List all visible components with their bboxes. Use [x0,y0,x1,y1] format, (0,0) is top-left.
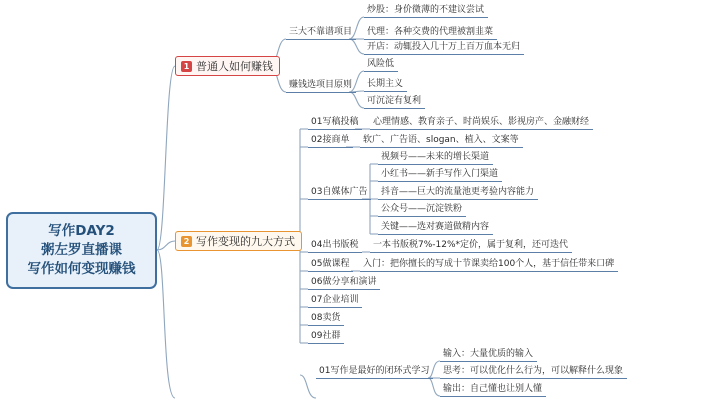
node-douyin[interactable]: 抖音——巨大的流量池更考验内容能力 [378,186,538,200]
node-submissions[interactable]: 01写稿投稿 [308,116,362,130]
node-closed-loop-learning[interactable]: 01写作是最好的闭环式学习 [316,365,433,379]
node-thinking[interactable]: 思考：可以优化什么行为，可以解释什么现象 [440,365,627,379]
node-media-ads[interactable]: 03自媒体广告 [308,186,371,200]
node-key-point[interactable]: 关键——选对赛道做精内容 [378,221,493,235]
node-unreliable-projects[interactable]: 三大不靠谱项目 [286,26,356,40]
node-compound[interactable]: 可沉淀有复利 [364,95,425,109]
node-courses[interactable]: 05做课程 [308,258,353,272]
node-agency[interactable]: 代理：各种交费的代理被割韭菜 [364,26,497,40]
root-title-line-3: 写作如何变现赚钱 [27,261,136,277]
branch-how-to-earn-label: 普通人如何赚钱 [196,60,273,73]
branch-nine-ways-label: 写作变现的九大方式 [196,235,295,248]
node-low-risk[interactable]: 风险低 [364,58,398,72]
root-title-line-1: 写作DAY2 [48,223,115,239]
node-commercial-orders[interactable]: 02接商单 [308,134,353,148]
node-speeches[interactable]: 06做分享和演讲 [308,276,380,290]
node-video-channel[interactable]: 视频号——未来的增长渠道 [378,151,493,165]
priority-2-badge: 2 [181,236,192,247]
node-courses-detail[interactable]: 入门：把你擅长的写成十节课卖给100个人，基于信任带来口碑 [360,258,618,272]
node-input[interactable]: 输入：大量优质的输入 [440,348,537,362]
node-wechat-account[interactable]: 公众号——沉淀铁粉 [378,203,466,217]
root-topic[interactable] [6,212,157,289]
node-commercial-orders-detail[interactable]: 软广、广告语、slogan、植入、文案等 [360,134,523,148]
branch-nine-ways[interactable] [175,231,302,251]
node-open-store[interactable]: 开店：动辄投入几十万上百万血本无归 [364,41,524,55]
node-community[interactable]: 09社群 [308,330,344,344]
branch-how-to-earn[interactable] [175,56,280,76]
node-sell-goods[interactable]: 08卖货 [308,312,344,326]
node-book-royalties[interactable]: 04出书版税 [308,239,362,253]
node-xiaohongshu[interactable]: 小红书——新手写作入门渠道 [378,168,502,182]
root-title-line-2: 粥左罗直播课 [41,242,122,258]
node-long-term[interactable]: 长期主义 [364,78,407,92]
priority-1-badge: 1 [181,61,192,72]
node-corporate-training[interactable]: 07企业培训 [308,294,362,308]
node-stocks[interactable]: 炒股：身价微薄的不建议尝试 [364,4,488,18]
node-project-principles[interactable]: 赚钱选项目原则 [286,79,356,93]
node-output[interactable]: 输出：自己懂也让别人懂 [440,383,546,397]
node-submissions-detail[interactable]: 心理情感、教育亲子、时尚娱乐、影视房产、金融财经 [370,116,593,130]
node-book-royalties-detail[interactable]: 一本书版税7%-12%*定价，属于复利，还可迭代 [370,239,572,253]
